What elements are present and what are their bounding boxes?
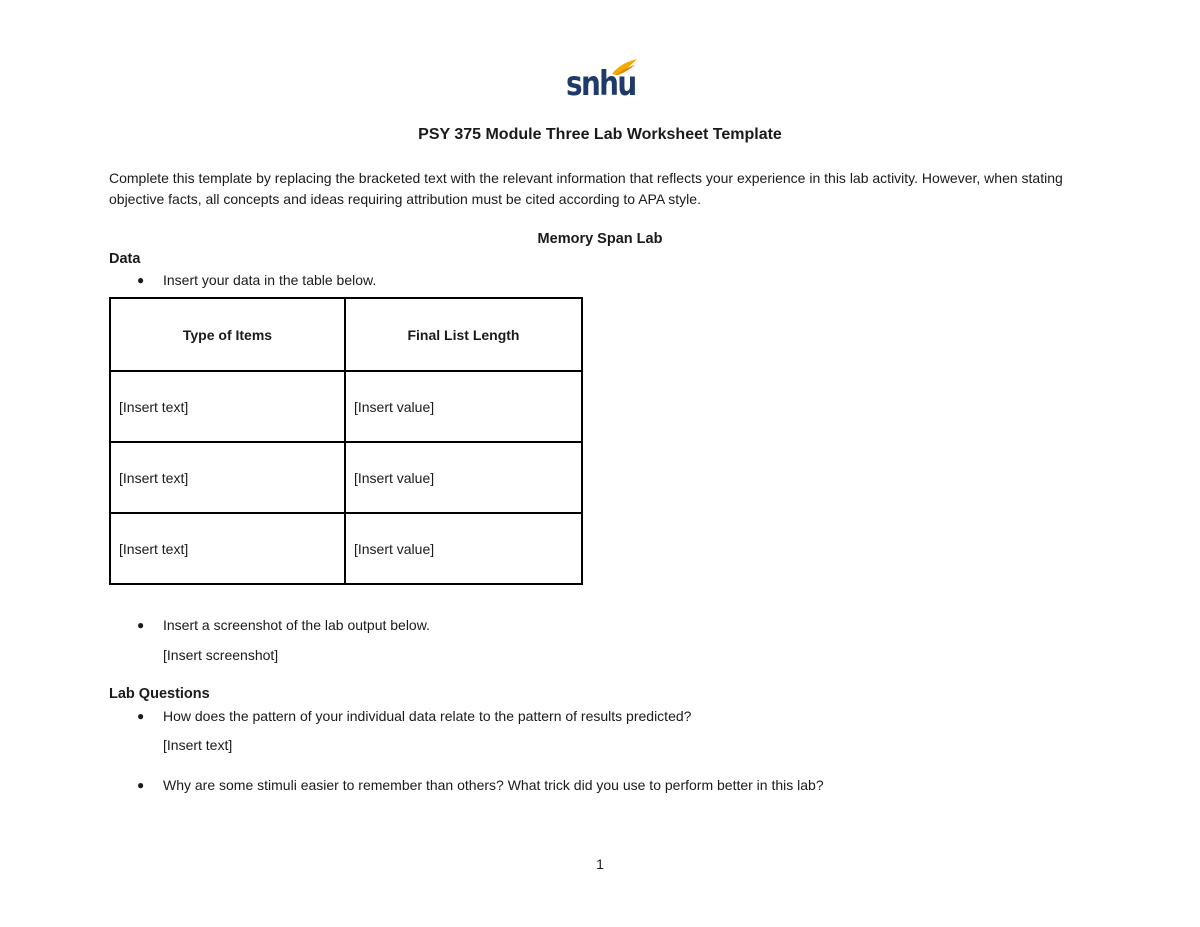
bullet-insert-data [137,270,376,290]
bullet-insert-screenshot [137,615,430,635]
question-1 [137,706,691,726]
screenshot-placeholder[interactable]: [Insert screenshot] [163,647,279,663]
table-header-row [110,298,582,371]
data-heading: Data [109,251,141,267]
table-cell[interactable]: [Insert value] [345,442,582,513]
data-table [109,297,583,585]
bullet-icon: ● [137,618,145,632]
bullet-text: Insert your data in the table below. [163,272,377,288]
question-text: How does the pattern of your individual data relate to the pattern of results predicted? [163,708,692,724]
intro-paragraph: Complete this template by replacing the bracketed text with the relevant information that reflects your experience in this lab activity. However, when stating objective facts, all concepts and ideas requiring attribution must be cited according to APA style. [109,170,1063,207]
snhu-logo [560,56,640,106]
answer-placeholder[interactable]: [Insert text] [163,737,233,753]
table-row [110,513,582,584]
bullet-icon: ● [137,273,145,287]
table-cell[interactable]: [Insert text] [110,442,345,513]
table-row [110,371,582,442]
document-title: PSY 375 Module Three Lab Worksheet Template [418,126,782,143]
section-title: Memory Span Lab [537,231,663,247]
bullet-text: Insert a screenshot of the lab output below. [163,617,430,633]
page-number: 1 [596,856,604,872]
bullet-icon: ● [137,709,145,723]
lab-questions-heading: Lab Questions [109,686,210,702]
table-cell[interactable]: [Insert value] [345,371,582,442]
bullet-icon: ● [137,778,145,792]
table-cell[interactable]: [Insert text] [110,513,345,584]
table-row [110,442,582,513]
column-header: Type of Items [110,298,345,371]
table-cell[interactable]: [Insert value] [345,513,582,584]
table-cell[interactable]: [Insert text] [110,371,345,442]
question-2 [137,775,824,795]
column-header: Final List Length [345,298,582,371]
logo-wordmark: snhu [566,64,636,104]
question-text: Why are some stimuli easier to remember than others? What trick did you use to perform better in this lab? [163,777,824,793]
